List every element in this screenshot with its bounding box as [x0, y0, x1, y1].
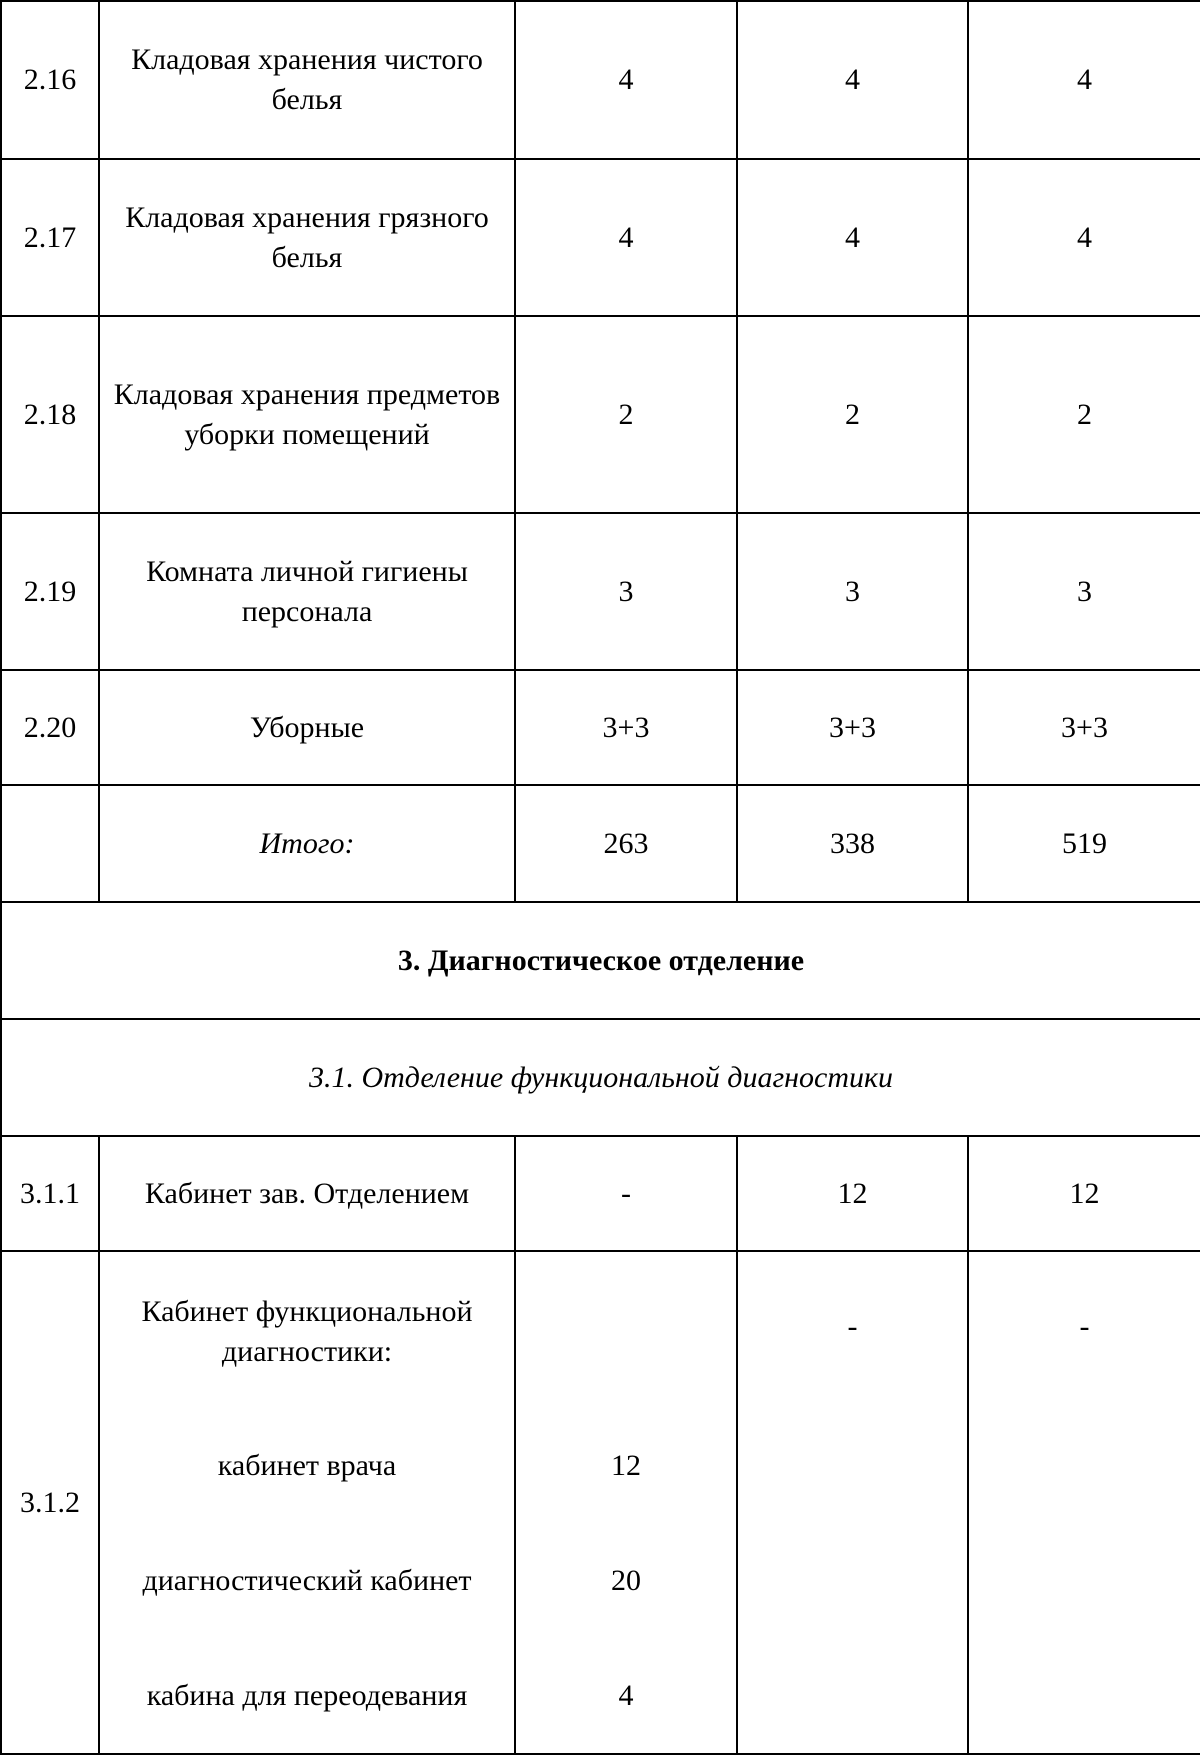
- value-col2: 3: [737, 513, 968, 670]
- value-col2: 4: [737, 1, 968, 159]
- row-number: 2.16: [1, 1, 99, 159]
- total-col2: 338: [737, 785, 968, 902]
- total-row: [1, 785, 1200, 902]
- total-col1: 263: [515, 785, 737, 902]
- value-col1: 3: [515, 513, 737, 670]
- table-row: [1, 159, 1200, 316]
- room-name: Кладовая хранения грязного белья: [99, 159, 515, 316]
- sub-value-col1: 12: [611, 1449, 641, 1482]
- value-col2: -: [847, 1310, 858, 1343]
- value-col1: 3+3: [515, 670, 737, 785]
- row-number: 3.1.1: [1, 1136, 99, 1251]
- row-number: 2.19: [1, 513, 99, 670]
- row-number: 3.1.2: [1, 1251, 99, 1754]
- value-col2: 12: [737, 1136, 968, 1251]
- row-number-empty: [1, 785, 99, 902]
- sub-room-name: диагностический кабинет: [142, 1564, 472, 1597]
- sub-value-col1: 4: [618, 1679, 634, 1712]
- table-row: [1, 1251, 1200, 1754]
- room-group-title: Кабинет функциональной диагностики:: [141, 1295, 473, 1368]
- value-col3-group: [968, 1251, 1200, 1754]
- table-row: [1, 513, 1200, 670]
- value-col1: 4: [515, 159, 737, 316]
- subsection-header-row: [1, 1019, 1200, 1136]
- value-col2: 2: [737, 316, 968, 513]
- room-name-group: [99, 1251, 515, 1754]
- value-col3: 3+3: [968, 670, 1200, 785]
- value-col3: 12: [968, 1136, 1200, 1251]
- room-name: Комната личной гигиены персонала: [99, 513, 515, 670]
- value-col3: 2: [968, 316, 1200, 513]
- section-title: 3. Диагностическое отделение: [1, 902, 1200, 1019]
- table-row: [1, 670, 1200, 785]
- value-col1-group: [515, 1251, 737, 1754]
- total-col3: 519: [968, 785, 1200, 902]
- table-row: [1, 1136, 1200, 1251]
- value-col1: 2: [515, 316, 737, 513]
- subsection-title: 3.1. Отделение функциональной диагностики: [1, 1019, 1200, 1136]
- sub-room-name: кабина для переодевания: [146, 1679, 468, 1712]
- room-name: Кладовая хранения предметов уборки помещений: [99, 316, 515, 513]
- row-number: 2.20: [1, 670, 99, 785]
- value-col3: 4: [968, 1, 1200, 159]
- sub-room-name: кабинет врача: [217, 1449, 397, 1482]
- section-header-row: [1, 902, 1200, 1019]
- value-col1: 4: [515, 1, 737, 159]
- value-col2-group: [737, 1251, 968, 1754]
- value-col2: 3+3: [737, 670, 968, 785]
- table-row: [1, 1, 1200, 159]
- row-number: 2.18: [1, 316, 99, 513]
- room-name: Кабинет зав. Отделением: [99, 1136, 515, 1251]
- table-row: [1, 316, 1200, 513]
- room-name: Уборные: [99, 670, 515, 785]
- value-col3: -: [1079, 1310, 1090, 1343]
- room-name: Кладовая хранения чистого белья: [99, 1, 515, 159]
- value-col3: 4: [968, 159, 1200, 316]
- value-col3: 3: [968, 513, 1200, 670]
- value-col2: 4: [737, 159, 968, 316]
- row-number: 2.17: [1, 159, 99, 316]
- value-col1: -: [515, 1136, 737, 1251]
- sub-value-col1: 20: [611, 1564, 641, 1597]
- total-label: Итого:: [99, 785, 515, 902]
